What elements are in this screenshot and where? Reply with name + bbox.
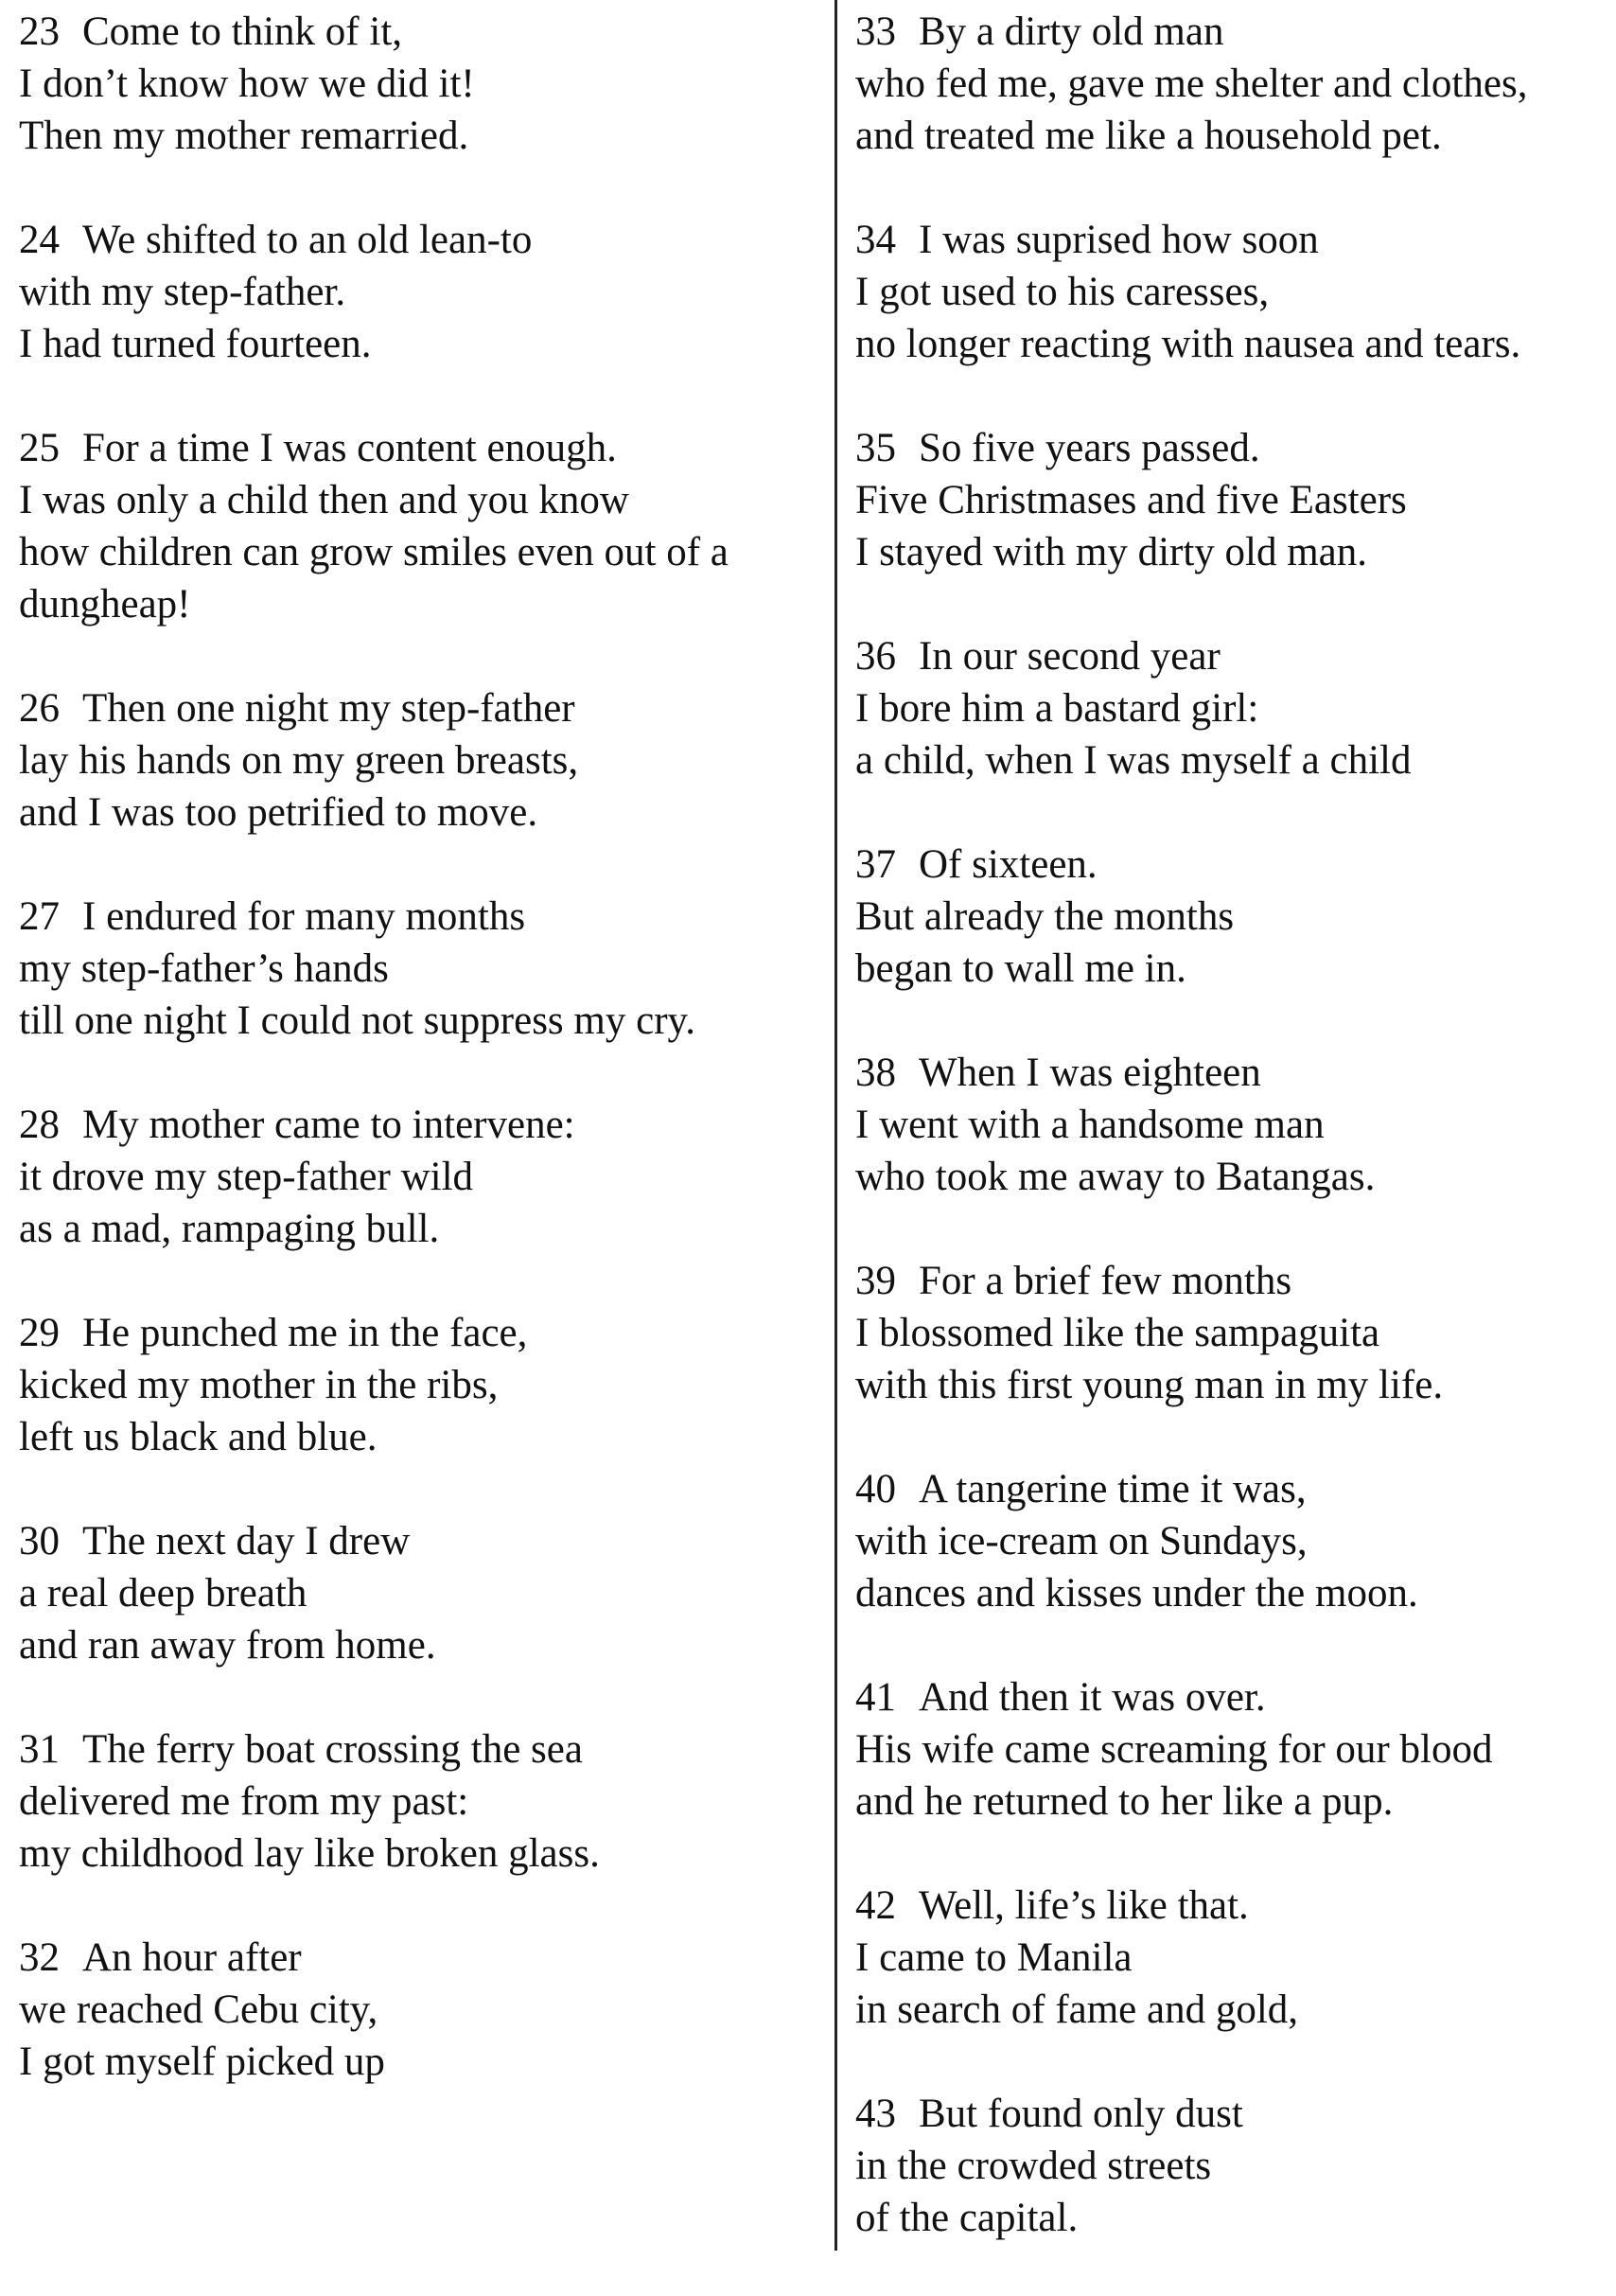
- poem-line: [855, 1463, 1603, 1515]
- stanza-23: [19, 6, 814, 162]
- poem-line: [855, 682, 1603, 734]
- stanza-number: 32: [19, 1935, 60, 1980]
- line-text: I had turned fourteen.: [19, 322, 372, 366]
- poem-line: [19, 1203, 814, 1255]
- stanza-35: [855, 422, 1603, 578]
- poem-line: [855, 1671, 1603, 1723]
- poem-line: [855, 1984, 1603, 2036]
- right-column: [855, 6, 1603, 2296]
- line-text: as a mad, rampaging bull.: [19, 1207, 440, 1251]
- poem-line: [19, 1828, 814, 1880]
- stanza-31: [19, 1723, 814, 1880]
- poem-line: [19, 995, 814, 1047]
- line-text: And then it was over.: [919, 1675, 1266, 1720]
- poem-line: [855, 2192, 1603, 2244]
- line-text: Of sixteen.: [919, 842, 1098, 887]
- poem-line: [19, 58, 814, 110]
- poem-line: [19, 1515, 814, 1567]
- poem-line: [19, 1151, 814, 1203]
- stanza-number: 30: [19, 1519, 60, 1563]
- poem-line: [19, 1567, 814, 1619]
- poem-line: [855, 839, 1603, 891]
- left-column: [19, 6, 814, 2140]
- poem-line: [855, 526, 1603, 578]
- poem-line: [19, 318, 814, 370]
- poem-line: [855, 266, 1603, 318]
- stanza-number: 29: [19, 1311, 60, 1355]
- line-text: till one night I could not suppress my cry.: [19, 998, 695, 1043]
- stanza-number: 33: [855, 9, 896, 54]
- stanza-number: 39: [855, 1259, 896, 1303]
- line-text: I was only a child then and you know: [19, 478, 629, 522]
- line-text: For a time I was content enough.: [82, 426, 617, 470]
- stanza-number: 42: [855, 1883, 896, 1928]
- stanza-number: 34: [855, 218, 896, 262]
- line-text: For a brief few months: [919, 1259, 1292, 1303]
- line-text: a real deep breath: [19, 1571, 307, 1616]
- line-text: An hour after: [82, 1935, 302, 1980]
- line-text: in the crowded streets: [855, 2144, 1212, 2188]
- poem-line: [855, 1047, 1603, 1099]
- poem-line: [19, 6, 814, 58]
- line-text: dances and kisses under the moon.: [855, 1571, 1418, 1616]
- poem-line: [855, 1151, 1603, 1203]
- line-text: We shifted to an old lean-to: [82, 218, 533, 262]
- poem-line: [855, 422, 1603, 474]
- poem-line: [855, 734, 1603, 786]
- line-text: and I was too petrified to move.: [19, 790, 538, 835]
- poem-line: [19, 214, 814, 266]
- poem-line: [19, 682, 814, 734]
- poem-line: [19, 1775, 814, 1828]
- line-text: I endured for many months: [82, 894, 526, 939]
- line-text: how children can grow smiles even out of a dungheap!: [19, 530, 729, 627]
- stanza-number: 31: [19, 1727, 60, 1772]
- line-text: The next day I drew: [82, 1519, 411, 1563]
- stanza-38: [855, 1047, 1603, 1203]
- stanza-number: 37: [855, 842, 896, 887]
- line-text: in search of fame and gold,: [855, 1987, 1299, 2032]
- stanza-number: 23: [19, 9, 60, 54]
- stanza-number: 35: [855, 426, 896, 470]
- poem-line: [855, 1307, 1603, 1359]
- poem-line: [855, 110, 1603, 162]
- line-text: and ran away from home.: [19, 1623, 436, 1668]
- poem-line: [855, 1880, 1603, 1932]
- line-text: I bore him a bastard girl:: [855, 686, 1259, 731]
- poem-line: [855, 6, 1603, 58]
- line-text: Then my mother remarried.: [19, 114, 469, 158]
- poem-line: [19, 891, 814, 943]
- poem-line: [19, 1619, 814, 1671]
- stanza-25: [19, 422, 814, 630]
- stanza-number: 28: [19, 1103, 60, 1147]
- line-text: I blossomed like the sampaguita: [855, 1311, 1380, 1355]
- line-text: I was suprised how soon: [919, 218, 1319, 262]
- poem-line: [855, 1932, 1603, 1984]
- line-text: and treated me like a household pet.: [855, 114, 1442, 158]
- stanza-32: [19, 1932, 814, 2088]
- poem-line: [19, 1411, 814, 1463]
- line-text: my childhood lay like broken glass.: [19, 1831, 600, 1876]
- stanza-number: 43: [855, 2092, 896, 2136]
- stanza-37: [855, 839, 1603, 995]
- poem-line: [19, 1099, 814, 1151]
- poem-line: [19, 786, 814, 839]
- poem-line: [19, 266, 814, 318]
- stanza-36: [855, 630, 1603, 786]
- line-text: lay his hands on my green breasts,: [19, 738, 579, 783]
- line-text: I don’t know how we did it!: [19, 62, 475, 106]
- poem-line: [855, 214, 1603, 266]
- poem-line: [855, 1255, 1603, 1307]
- poem-line: [855, 318, 1603, 370]
- poem-line: [19, 2036, 814, 2088]
- poem-line: [855, 2140, 1603, 2192]
- line-text: delivered me from my past:: [19, 1779, 469, 1824]
- poem-line: [855, 474, 1603, 526]
- line-text: with this first young man in my life.: [855, 1363, 1444, 1407]
- poem-line: [19, 1932, 814, 1984]
- poem-line: [19, 110, 814, 162]
- line-text: The ferry boat crossing the sea: [82, 1727, 583, 1772]
- line-text: we reached Cebu city,: [19, 1987, 378, 2032]
- poem-line: [19, 474, 814, 526]
- line-text: no longer reacting with nausea and tears.: [855, 322, 1521, 366]
- stanza-43: [855, 2088, 1603, 2244]
- stanza-number: 40: [855, 1467, 896, 1511]
- poem-line: [855, 1359, 1603, 1411]
- stanza-29: [19, 1307, 814, 1463]
- line-text: Well, life’s like that.: [919, 1883, 1249, 1928]
- poem-line: [855, 1567, 1603, 1619]
- line-text: My mother came to intervene:: [82, 1103, 575, 1147]
- poem-line: [19, 734, 814, 786]
- line-text: When I was eighteen: [919, 1051, 1261, 1095]
- line-text: of the capital.: [855, 2196, 1079, 2240]
- stanza-number: 41: [855, 1675, 896, 1720]
- stanza-24: [19, 214, 814, 370]
- line-text: my step-father’s hands: [19, 946, 389, 991]
- line-text: In our second year: [919, 634, 1221, 679]
- line-text: began to wall me in.: [855, 946, 1186, 991]
- line-text: it drove my step-father wild: [19, 1155, 474, 1199]
- line-text: I came to Manila: [855, 1935, 1133, 1980]
- line-text: But already the months: [855, 894, 1235, 939]
- line-text: I stayed with my dirty old man.: [855, 530, 1368, 574]
- poem-line: [19, 1723, 814, 1775]
- line-text: with my step-father.: [19, 270, 346, 314]
- stanza-number: 25: [19, 426, 60, 470]
- line-text: His wife came screaming for our blood: [855, 1727, 1493, 1772]
- stanza-number: 36: [855, 634, 896, 679]
- line-text: who took me away to Batangas.: [855, 1155, 1376, 1199]
- poem-line: [19, 1984, 814, 2036]
- line-text: I got myself picked up: [19, 2040, 385, 2084]
- line-text: kicked my mother in the ribs,: [19, 1363, 499, 1407]
- stanza-41: [855, 1671, 1603, 1828]
- poem-line: [855, 58, 1603, 110]
- stanza-number: 24: [19, 218, 60, 262]
- column-divider: [834, 0, 837, 2251]
- stanza-27: [19, 891, 814, 1047]
- poem-line: [19, 526, 814, 630]
- line-text: a child, when I was myself a child: [855, 738, 1412, 783]
- poem-line: [855, 1723, 1603, 1775]
- line-text: He punched me in the face,: [82, 1311, 528, 1355]
- line-text: Come to think of it,: [82, 9, 403, 54]
- line-text: A tangerine time it was,: [919, 1467, 1307, 1511]
- poem-line: [855, 1099, 1603, 1151]
- poem-line: [855, 2088, 1603, 2140]
- line-text: By a dirty old man: [919, 9, 1224, 54]
- line-text: left us black and blue.: [19, 1415, 378, 1459]
- line-text: I went with a handsome man: [855, 1103, 1325, 1147]
- poem-line: [19, 1359, 814, 1411]
- line-text: who fed me, gave me shelter and clothes,: [855, 62, 1528, 106]
- stanza-34: [855, 214, 1603, 370]
- stanza-33: [855, 6, 1603, 162]
- line-text: Five Christmases and five Easters: [855, 478, 1407, 522]
- line-text: But found only dust: [919, 2092, 1243, 2136]
- poem-line: [855, 943, 1603, 995]
- stanza-30: [19, 1515, 814, 1671]
- stanza-28: [19, 1099, 814, 1255]
- stanza-number: 27: [19, 894, 60, 939]
- poem-line: [855, 1775, 1603, 1828]
- line-text: with ice-cream on Sundays,: [855, 1519, 1308, 1563]
- poem-line: [855, 891, 1603, 943]
- stanza-39: [855, 1255, 1603, 1411]
- line-text: I got used to his caresses,: [855, 270, 1270, 314]
- line-text: So five years passed.: [919, 426, 1260, 470]
- stanza-number: 26: [19, 686, 60, 731]
- line-text: and he returned to her like a pup.: [855, 1779, 1394, 1824]
- stanza-40: [855, 1463, 1603, 1619]
- poem-line: [19, 1307, 814, 1359]
- stanza-26: [19, 682, 814, 839]
- poem-line: [19, 422, 814, 474]
- poem-line: [19, 943, 814, 995]
- poem-line: [855, 1515, 1603, 1567]
- stanza-number: 38: [855, 1051, 896, 1095]
- stanza-42: [855, 1880, 1603, 2036]
- line-text: Then one night my step-father: [82, 686, 575, 731]
- poem-line: [855, 630, 1603, 682]
